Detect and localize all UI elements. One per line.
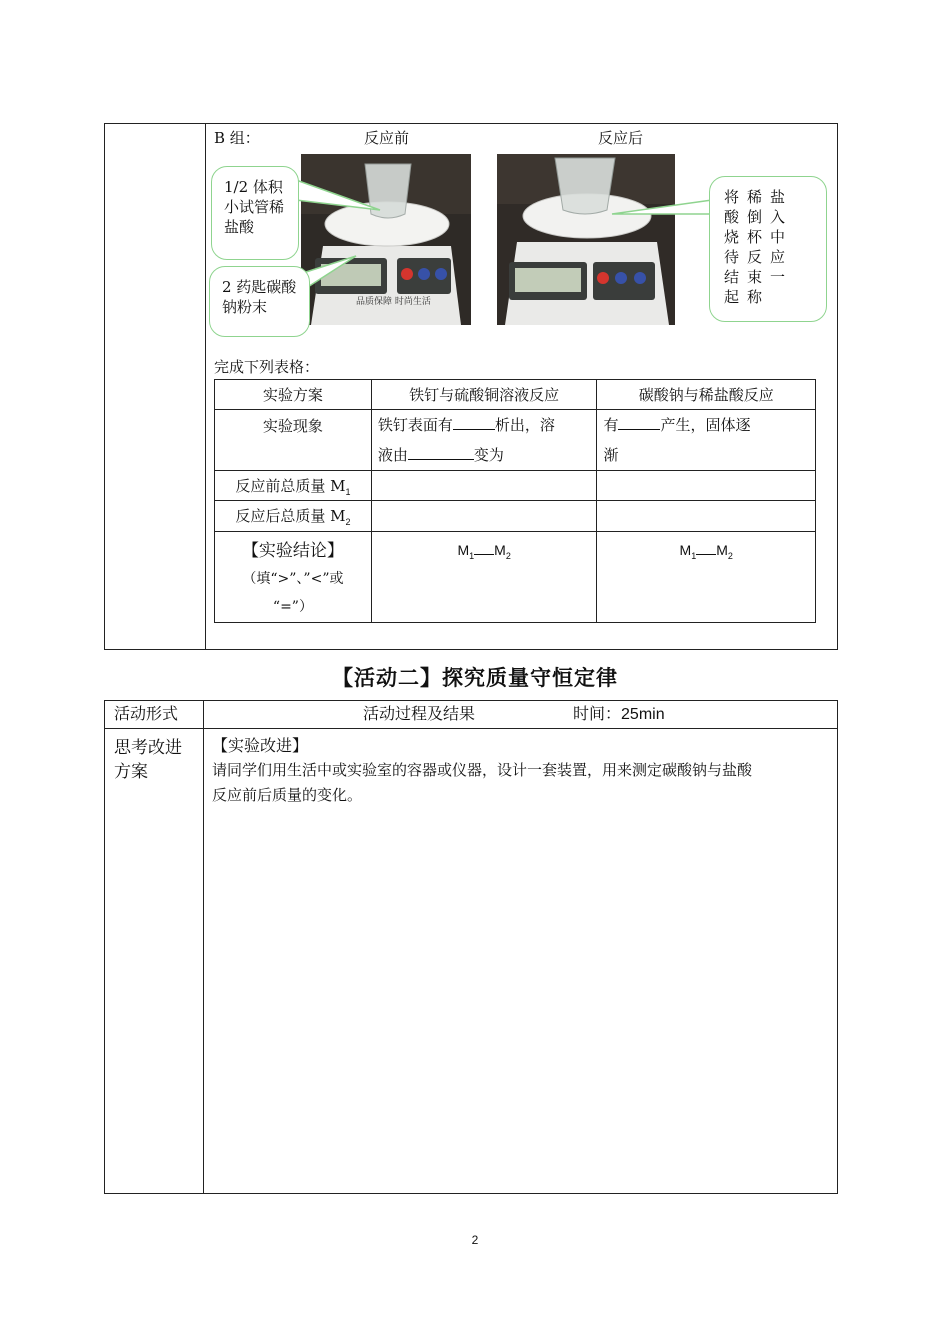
soda-ph-text-1: 有 xyxy=(603,416,619,434)
blank-iron-1[interactable] xyxy=(453,413,495,430)
before-label: 反应前 xyxy=(364,129,410,147)
soda-ph-text-2: 产生，固体逐 xyxy=(660,416,751,434)
table-intro: 完成下列表格： xyxy=(214,358,320,376)
cell-soda-mass-before[interactable] xyxy=(597,471,816,501)
scale-footer-text: 品质保障 时尚生活 xyxy=(356,297,431,307)
blank-iron-compare[interactable] xyxy=(474,538,494,555)
header-activity-form: 活动形式 xyxy=(114,704,179,723)
group-b-label: B 组： xyxy=(214,129,260,147)
iron-ph-text-2: 析出，溶 xyxy=(494,416,555,434)
soda-m1-sub: 1 xyxy=(691,550,697,561)
callout-acid-text: 1/2 体积小试管稀盐酸 xyxy=(224,178,285,236)
row-mass-after-label: 反应后总质量 M xyxy=(235,507,346,525)
lower-frame-right xyxy=(837,700,838,1194)
callout-pour xyxy=(709,176,827,322)
conclusion-title: 【实验结论】 xyxy=(241,541,344,561)
row-label-think-2: 方案 xyxy=(114,762,148,782)
result-table xyxy=(214,379,816,623)
iron-ph-text-1: 铁钉表面有 xyxy=(377,416,453,434)
iron-m1: M xyxy=(457,542,470,558)
lower-frame-top xyxy=(104,700,838,701)
row-mass-before xyxy=(215,471,372,501)
callout-acid xyxy=(211,166,299,260)
soda-m2: M xyxy=(716,542,728,558)
after-label: 反应后 xyxy=(598,129,644,147)
row-conclusion xyxy=(215,532,372,623)
iron-m2: M xyxy=(494,542,506,558)
soda-m2-sub: 2 xyxy=(727,550,733,561)
cell-iron-mass-before[interactable] xyxy=(371,471,597,501)
cell-iron-mass-after[interactable] xyxy=(371,501,597,532)
soda-m1: M xyxy=(679,542,692,558)
iron-m1-sub: 1 xyxy=(469,550,475,561)
row-mass-after-sub: 2 xyxy=(345,517,351,527)
row-mass-after xyxy=(215,501,372,532)
row-label-think-1: 思考改进 xyxy=(114,738,182,758)
time-value: 25min xyxy=(621,706,665,723)
header-scheme: 实验方案 xyxy=(215,380,372,410)
time-label: 时间： xyxy=(573,704,622,723)
cell-iron-conclusion xyxy=(371,532,597,623)
header-time xyxy=(573,704,665,725)
header-soda: 碳酸钠与稀盐酸反应 xyxy=(597,380,816,410)
lower-frame-divider xyxy=(203,700,204,1194)
upper-frame-bottom xyxy=(104,649,838,650)
blank-soda-1[interactable] xyxy=(618,413,660,430)
callout-pour-text: 将稀盐酸倒入烧杯中待反应结束一起称 xyxy=(724,188,794,306)
blank-iron-2[interactable] xyxy=(408,443,474,460)
lower-frame-header-bottom xyxy=(104,728,838,729)
cell-soda-phenomenon xyxy=(597,410,816,471)
cell-soda-mass-after[interactable] xyxy=(597,501,816,532)
cell-iron-phenomenon xyxy=(371,410,597,471)
lower-frame-bottom xyxy=(104,1193,838,1194)
improve-line-1: 请同学们用生活中或实验室的容器或仪器，设计一套装置，用来测定碳酸钠与盐酸 xyxy=(212,761,753,779)
blank-soda-compare[interactable] xyxy=(696,538,716,555)
header-iron: 铁钉与硫酸铜溶液反应 xyxy=(371,380,597,410)
conclusion-hint-1: （填“>”、”<”或 xyxy=(242,571,344,587)
activity2-title: 【活动二】探究质量守恒定律 xyxy=(332,665,618,690)
iron-ph-text-4: 变为 xyxy=(473,446,504,464)
iron-ph-text-3: 液由 xyxy=(377,446,408,464)
improve-line-2: 反应前后质量的变化。 xyxy=(212,786,363,804)
iron-m2-sub: 2 xyxy=(505,550,511,561)
page-number: 2 xyxy=(471,1233,479,1247)
cell-soda-conclusion xyxy=(597,532,816,623)
soda-ph-text-3: 渐 xyxy=(603,446,619,464)
conclusion-hint-2: “=”） xyxy=(272,599,313,615)
callout-powder-text: 2 药匙碳酸钠粉末 xyxy=(222,278,297,316)
header-activity-process: 活动过程及结果 xyxy=(363,704,476,723)
callout-powder xyxy=(209,266,310,337)
row-phenomenon: 实验现象 xyxy=(215,410,372,471)
lower-frame-left xyxy=(104,700,105,1194)
row-mass-before-sub: 1 xyxy=(345,486,351,497)
improve-title: 【实验改进】 xyxy=(212,736,309,755)
row-mass-before-label: 反应前总质量 M xyxy=(235,476,346,495)
